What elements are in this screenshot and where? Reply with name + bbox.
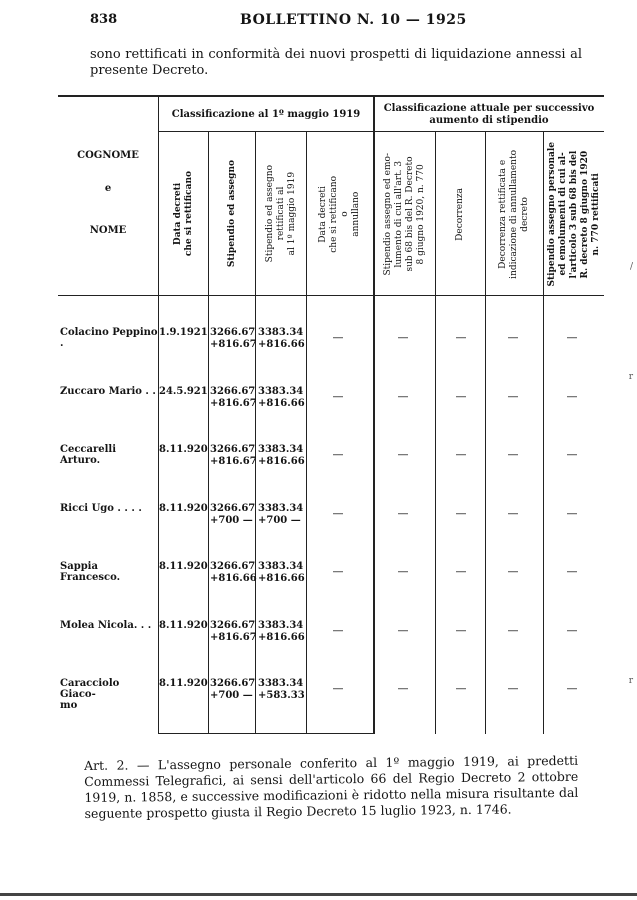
row-dash: — xyxy=(397,331,409,344)
intro-paragraph: sono rettificati in conformità dei nuovi prospetti di liquidazione annessi al presente Decreto. xyxy=(90,47,582,78)
margin-mark: r xyxy=(628,372,633,382)
rettificato-increment: +816.66 xyxy=(258,573,305,584)
stipendio-increment: +816.67 xyxy=(210,632,257,643)
row-name: Ricci Ugo . . . . xyxy=(60,503,142,514)
rettificato-value: 3383.34 xyxy=(258,327,304,338)
col-header-decorrenza-rettificata: Decorrenza rettificata e indicazione di annullamento decreto xyxy=(498,149,530,279)
row-date: 8.11.920 xyxy=(159,561,208,572)
row-dash: — xyxy=(566,448,578,461)
row-dash: — xyxy=(507,682,519,695)
col-header-emolumento: Stipendio assegno ed emo- lumento di cui all'art. 3 sub 68 bis del R. Decreto 8 giugno 1920, n. 770 xyxy=(383,152,426,276)
row-stipendio xyxy=(210,386,257,410)
row-dash: — xyxy=(397,390,409,403)
rettificato-increment: +700 — xyxy=(258,515,301,526)
row-dash: — xyxy=(507,448,519,461)
row-name: Caracciolo Giaco- mo xyxy=(60,678,120,711)
row-date: 8.11.920 xyxy=(159,620,208,631)
row-dash: — xyxy=(397,448,409,461)
row-dash: — xyxy=(507,507,519,520)
rettificato-value: 3383.34 xyxy=(258,620,304,631)
stipendio-increment: +816.67 xyxy=(210,398,257,409)
row-dash: — xyxy=(332,624,344,637)
rettificato-increment: +583.33 xyxy=(258,690,305,701)
rettificato-increment: +816.66 xyxy=(258,339,305,350)
row-stipendio-rettificato xyxy=(258,561,305,585)
rettificato-increment: +816.66 xyxy=(258,632,305,643)
row-dash: — xyxy=(397,565,409,578)
page-header xyxy=(90,12,590,34)
row-dash: — xyxy=(507,565,519,578)
col-header-stipendio-rettificati: Stipendio assegno personale ed emolumenti di cui al- l'articolo 3 sub 68 bis del R. decreto 8 giugno 1920 n. 770 rettificati xyxy=(546,141,601,287)
name-header-cognome: COGNOME xyxy=(77,150,139,161)
row-stipendio xyxy=(210,503,255,527)
bottom-scan-bar xyxy=(0,893,637,896)
row-name: Sappia Francesco. xyxy=(60,561,121,583)
row-date: 8.11.920 xyxy=(159,444,208,455)
row-date: 1.9.1921 xyxy=(159,327,208,338)
row-dash: — xyxy=(332,448,344,461)
row-stipendio xyxy=(210,620,257,644)
col-header-date: Data decreti che si rettificano xyxy=(172,171,194,257)
row-stipendio-rettificato xyxy=(258,327,305,351)
stipendio-value: 3266.67 xyxy=(210,386,256,397)
group-header-rule xyxy=(158,131,604,132)
row-dash: — xyxy=(332,331,344,344)
name-header-nome: NOME xyxy=(89,225,127,236)
row-dash: — xyxy=(455,390,467,403)
stipendio-increment: +816.67 xyxy=(210,456,257,467)
row-dash: — xyxy=(566,565,578,578)
row-date: 24.5.921 xyxy=(159,386,208,397)
table-top-rule xyxy=(58,95,604,97)
row-stipendio xyxy=(210,444,257,468)
row-dash: — xyxy=(397,507,409,520)
stipendio-value: 3266.67 xyxy=(210,561,256,572)
row-dash: — xyxy=(332,682,344,695)
row-date: 8.11.920 xyxy=(159,678,208,689)
stipendio-increment: +700 — xyxy=(210,515,253,526)
group-header-1: Classificazione al 1º maggio 1919 xyxy=(171,109,361,120)
stipendio-value: 3266.67 xyxy=(210,503,256,514)
col-header-stipendio-rettificato: Stipendio ed assegno rettificati al al 1º maggio 1919 xyxy=(264,165,297,263)
row-dash: — xyxy=(507,390,519,403)
col-header-decorrenza: Decorrenza xyxy=(455,187,465,241)
row-dash: — xyxy=(566,682,578,695)
row-dash: — xyxy=(397,682,409,695)
row-name: Colacino Peppino . xyxy=(60,327,158,349)
rettificato-increment: +816.66 xyxy=(258,456,305,467)
row-dash: — xyxy=(455,331,467,344)
col-header-stipendio: Stipendio ed assegno xyxy=(226,160,237,268)
stipendio-increment: +816.66 xyxy=(210,573,257,584)
rettificato-value: 3383.34 xyxy=(258,386,304,397)
row-dash: — xyxy=(455,624,467,637)
row-dash: — xyxy=(332,390,344,403)
stipendio-value: 3266.67 xyxy=(210,327,256,338)
article-2-paragraph: Art. 2. — L'assegno personale conferito al 1º maggio 1919, ai predetti Commessi Telegrafici, ai sensi dell'articolo 66 del Regio Decreto 2 ottobre 1919, n. 1858, e successive modificazioni è ridotto nella misura risultante dal seguente prospetto giusta il Regio Decreto 15 luglio 1923, n. 1746. xyxy=(84,752,579,821)
stipendio-increment: +816.67 xyxy=(210,339,257,350)
margin-mark: / xyxy=(629,262,633,272)
stipendio-value: 3266.67 xyxy=(210,678,256,689)
page-title: BOLLETTINO N. 10 — 1925 xyxy=(240,12,467,28)
row-dash: — xyxy=(566,624,578,637)
row-stipendio-rettificato xyxy=(258,444,305,468)
row-dash: — xyxy=(455,682,467,695)
rettificato-value: 3383.34 xyxy=(258,444,304,455)
row-stipendio-rettificato xyxy=(258,620,305,644)
stipendio-value: 3266.67 xyxy=(210,620,256,631)
row-stipendio xyxy=(210,561,257,585)
row-dash: — xyxy=(566,331,578,344)
name-header-separator: e xyxy=(104,183,112,194)
row-dash: — xyxy=(332,507,344,520)
row-stipendio xyxy=(210,327,257,351)
header-bottom-rule xyxy=(58,295,604,296)
stipendio-increment: +700 — xyxy=(210,690,253,701)
row-name: Ceccarelli Arturo. xyxy=(60,444,117,466)
row-dash: — xyxy=(455,507,467,520)
margin-mark: r xyxy=(628,676,633,686)
group-header-2: Classificazione attuale per successivo aumento di stipendio xyxy=(383,103,595,126)
row-dash: — xyxy=(455,565,467,578)
row-dash: — xyxy=(332,565,344,578)
table-bottom-rule xyxy=(158,733,373,734)
rettificato-value: 3383.34 xyxy=(258,503,304,514)
row-stipendio xyxy=(210,678,255,702)
row-dash: — xyxy=(566,507,578,520)
row-stipendio-rettificato xyxy=(258,503,303,527)
row-dash: — xyxy=(566,390,578,403)
row-dash: — xyxy=(507,331,519,344)
liquidation-table xyxy=(58,95,604,734)
row-name: Molea Nicola. . . xyxy=(60,620,152,631)
rettificato-value: 3383.34 xyxy=(258,561,304,572)
row-date: 8.11.920 xyxy=(159,503,208,514)
row-name: Zuccaro Mario . . xyxy=(60,386,156,397)
rettificato-value: 3383.34 xyxy=(258,678,304,689)
col-header-date-annullano: Data decreti che si rettificano o annullano xyxy=(318,175,361,253)
row-dash: — xyxy=(507,624,519,637)
rettificato-increment: +816.66 xyxy=(258,398,305,409)
stipendio-value: 3266.67 xyxy=(210,444,256,455)
row-stipendio-rettificato xyxy=(258,386,305,410)
page-number: 838 xyxy=(90,12,118,27)
row-dash: — xyxy=(397,624,409,637)
row-stipendio-rettificato xyxy=(258,678,305,702)
row-dash: — xyxy=(455,448,467,461)
